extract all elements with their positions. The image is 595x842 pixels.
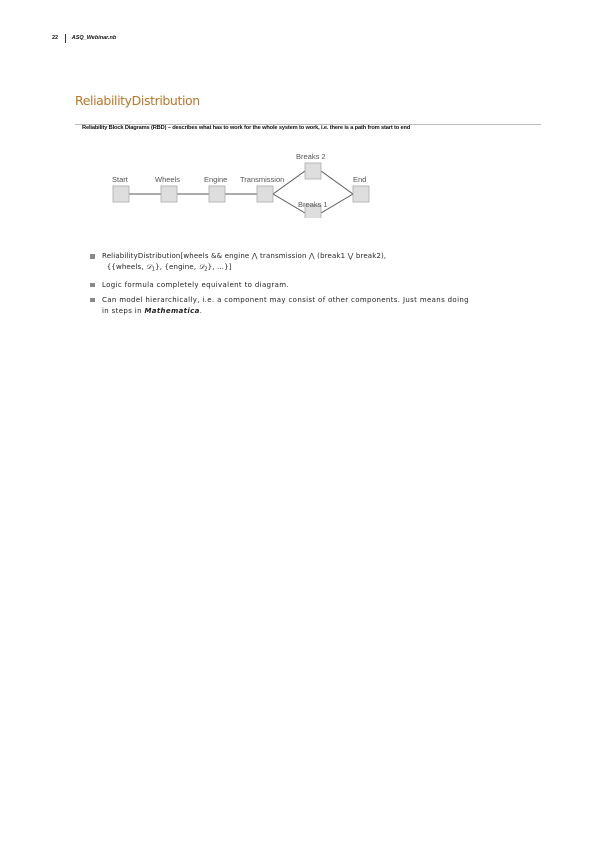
node-wheels-box (161, 186, 177, 202)
list-item-text (102, 296, 469, 315)
code-line2-middle: }, {engine, (155, 263, 199, 271)
page-number: 22 (52, 35, 59, 41)
distribution-subscript: 2 (204, 266, 208, 273)
node-end-label: End (353, 175, 367, 184)
section-title: ReliabilityDistribution (75, 93, 200, 108)
section-summary: Reliability Block Diagrams (RBD) – describes what has to work for the whole system to work, i.e. there is a path from start to end (82, 125, 411, 131)
node-wheels-label: Wheels (155, 175, 181, 184)
code-expression: wheels && engine ⋀ transmission ⋀ (break1 ⋁ break2), (183, 252, 387, 260)
code-line2-start: {{wheels, (106, 263, 146, 271)
bullet-square-icon (90, 298, 95, 303)
notebook-filename: ASQ_Webinar.nb (71, 35, 117, 41)
node-engine-box (209, 186, 225, 202)
node-start-label: Start (112, 175, 128, 184)
mathematica-emphasis: Mathematica (144, 306, 200, 315)
code-line2-end: }, …}] (207, 263, 232, 271)
reliability-distribution-code (102, 251, 550, 276)
page-header (52, 33, 116, 43)
node-end-box (353, 186, 369, 202)
distribution-subscript: 1 (151, 266, 156, 273)
list-item-text-line2: in steps in (102, 306, 145, 315)
distribution-symbol: 𝒟 (198, 263, 205, 271)
list-item (90, 280, 550, 291)
node-engine-label: Engine (204, 175, 228, 184)
list-item (90, 251, 550, 276)
node-breaks2-box (305, 163, 321, 179)
node-breaks1-label: Breaks 1 (298, 200, 328, 209)
connector-breaks2-end (321, 171, 353, 194)
node-start-box (113, 186, 129, 202)
reliability-block-diagram (105, 148, 375, 218)
node-breaks2-label: Breaks 2 (296, 152, 326, 161)
bullet-square-icon (90, 283, 95, 288)
list-item (90, 295, 550, 317)
node-transmission-label: Transmission (240, 175, 285, 184)
list-item-text-end: . (199, 306, 203, 315)
list-item-text: Logic formula completely equivalent to diagram. (102, 280, 290, 289)
list-item-text-line1: Can model hierarchically, i.e. a component may consist of other components. Just means doing (102, 295, 469, 304)
code-function-name: ReliabilityDistribution[ (102, 252, 184, 260)
bullet-list (90, 251, 550, 321)
node-transmission-box (257, 186, 273, 202)
header-divider (65, 34, 66, 43)
distribution-symbol: 𝒟 (146, 263, 152, 271)
bullet-square-icon (90, 254, 95, 259)
